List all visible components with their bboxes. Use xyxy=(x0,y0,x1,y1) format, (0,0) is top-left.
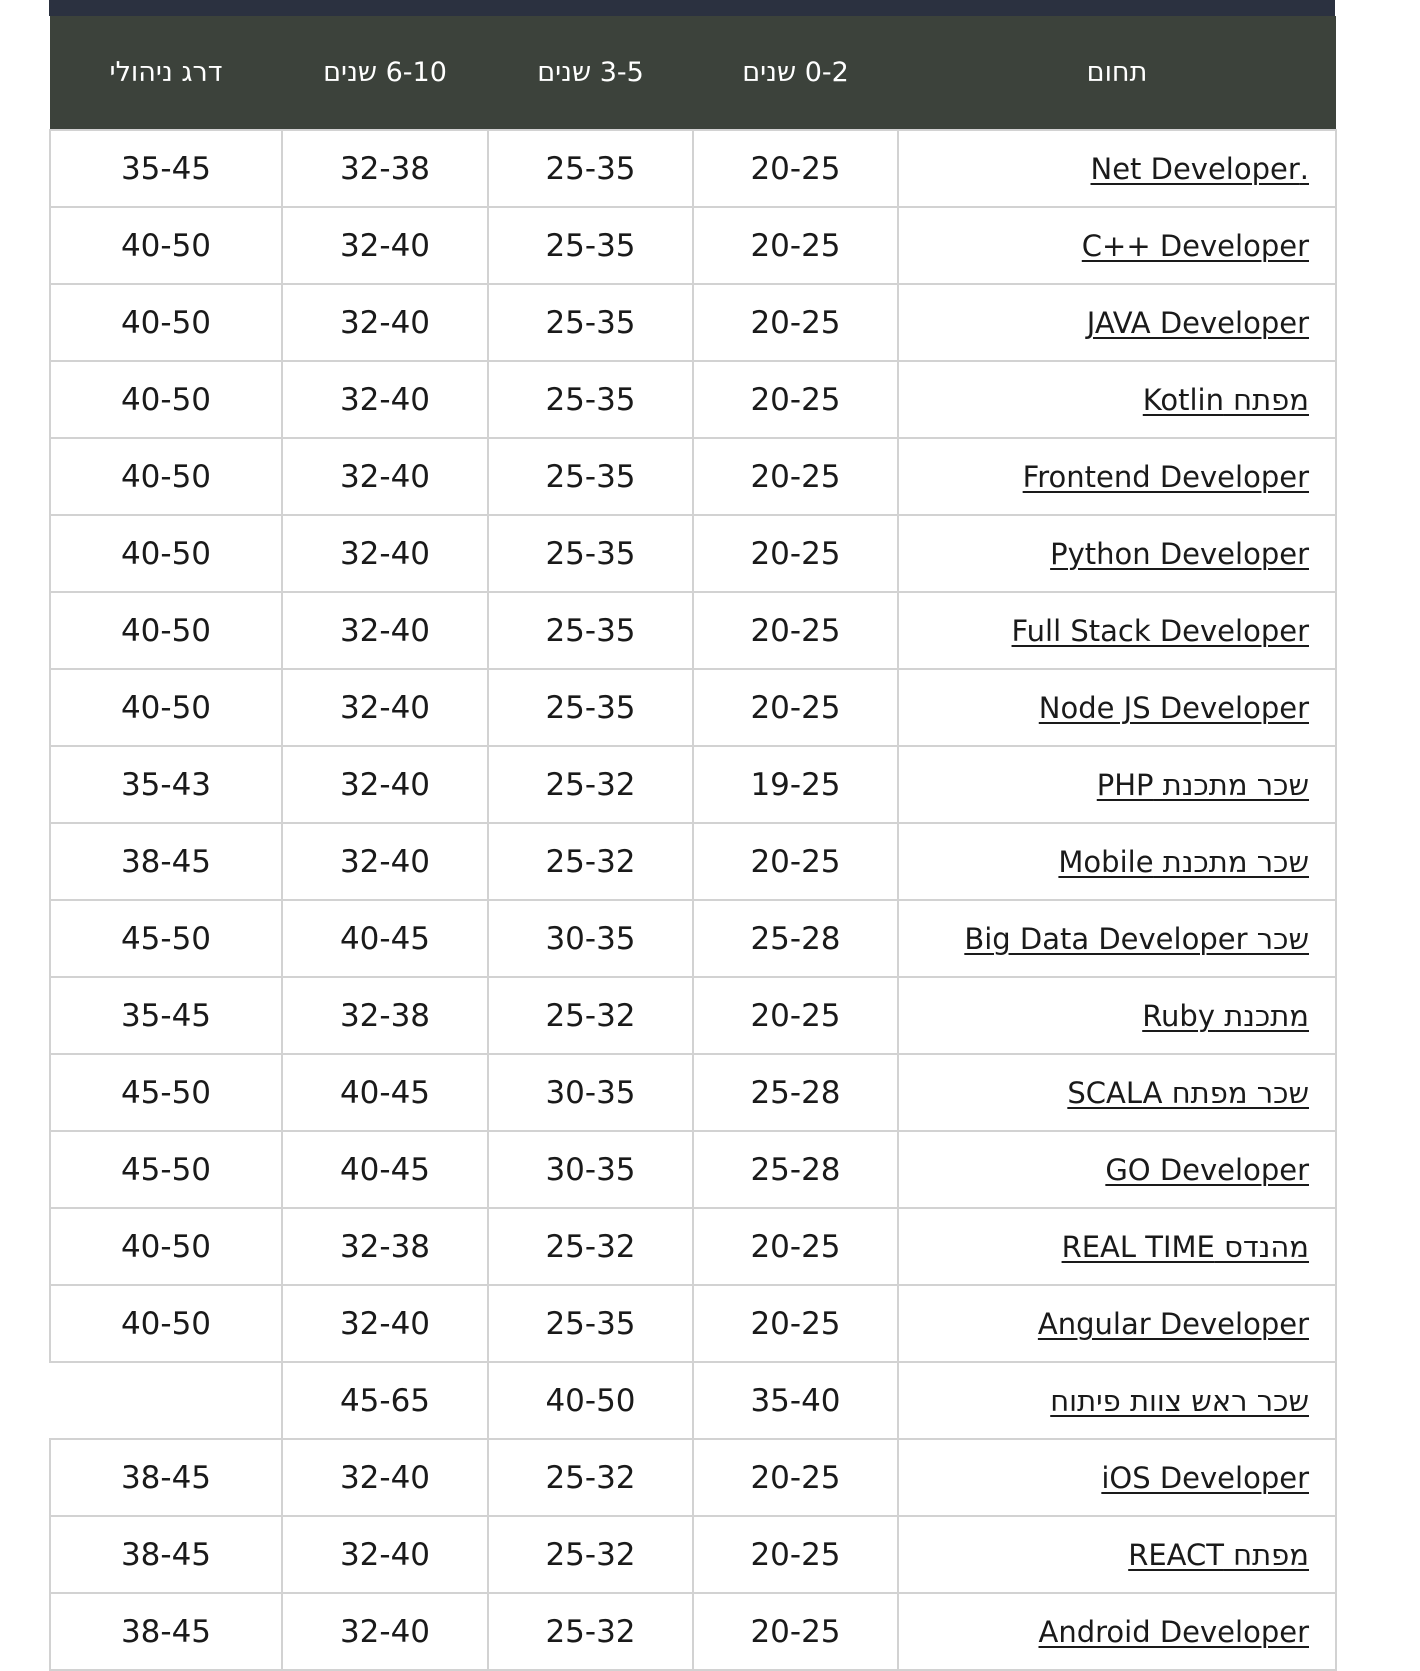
years-0-2-cell: 25-28 xyxy=(693,1054,898,1131)
years-0-2-cell: 25-28 xyxy=(693,1131,898,1208)
table-row xyxy=(50,284,1336,361)
management-cell: 40-50 xyxy=(50,1285,282,1362)
years-3-5-cell: 30-35 xyxy=(488,1131,693,1208)
years-3-5-cell: 25-35 xyxy=(488,361,693,438)
management-cell: 35-43 xyxy=(50,746,282,823)
field-link[interactable]: שכר מפתח SCALA xyxy=(1067,1075,1309,1110)
years-0-2-cell: 20-25 xyxy=(693,130,898,207)
years-0-2-cell: 20-25 xyxy=(693,207,898,284)
years-3-5-cell: 25-32 xyxy=(488,1439,693,1516)
field-cell xyxy=(898,746,1336,823)
years-0-2-cell: 20-25 xyxy=(693,515,898,592)
management-cell: 40-50 xyxy=(50,284,282,361)
field-link[interactable]: JAVA Developer xyxy=(1086,305,1309,340)
field-cell xyxy=(898,1131,1336,1208)
years-0-2-cell: 20-25 xyxy=(693,1516,898,1593)
years-6-10-cell: 32-40 xyxy=(282,1285,488,1362)
years-6-10-cell: 32-38 xyxy=(282,1208,488,1285)
years-6-10-cell: 32-40 xyxy=(282,1593,488,1670)
years-3-5-cell: 25-32 xyxy=(488,746,693,823)
years-0-2-cell: 20-25 xyxy=(693,669,898,746)
years-6-10-cell: 32-40 xyxy=(282,284,488,361)
field-link[interactable]: C++ Developer xyxy=(1081,228,1309,263)
years-0-2-cell: 20-25 xyxy=(693,977,898,1054)
header-years-6-10: 6-10 שנים xyxy=(282,16,488,130)
table-row xyxy=(50,1131,1336,1208)
field-cell xyxy=(898,900,1336,977)
table-row xyxy=(50,515,1336,592)
years-6-10-cell: 32-40 xyxy=(282,669,488,746)
table-row xyxy=(50,977,1336,1054)
table-row xyxy=(50,1593,1336,1670)
years-0-2-cell: 20-25 xyxy=(693,438,898,515)
years-3-5-cell: 25-35 xyxy=(488,592,693,669)
field-link[interactable]: שכר Big Data Developer xyxy=(964,921,1309,956)
years-6-10-cell: 32-38 xyxy=(282,130,488,207)
management-cell: 35-45 xyxy=(50,977,282,1054)
field-link[interactable]: Python Developer xyxy=(1050,536,1309,571)
field-link[interactable]: מפתח REACT xyxy=(1128,1537,1309,1572)
field-link[interactable]: iOS Developer xyxy=(1101,1460,1309,1495)
management-cell: 40-50 xyxy=(50,361,282,438)
field-cell xyxy=(898,1208,1336,1285)
field-link[interactable]: GO Developer xyxy=(1105,1152,1309,1187)
management-cell: 45-50 xyxy=(50,900,282,977)
years-6-10-cell: 40-45 xyxy=(282,1131,488,1208)
years-3-5-cell: 25-32 xyxy=(488,1516,693,1593)
field-cell xyxy=(898,130,1336,207)
management-cell: 38-45 xyxy=(50,823,282,900)
table-row xyxy=(50,669,1336,746)
management-cell: 40-50 xyxy=(50,515,282,592)
header-management: דרג ניהולי xyxy=(50,16,282,130)
years-3-5-cell: 25-32 xyxy=(488,977,693,1054)
management-cell: 38-45 xyxy=(50,1439,282,1516)
years-3-5-cell: 25-32 xyxy=(488,823,693,900)
field-link[interactable]: Frontend Developer xyxy=(1022,459,1309,494)
years-0-2-cell: 20-25 xyxy=(693,284,898,361)
table-row xyxy=(50,900,1336,977)
field-cell xyxy=(898,823,1336,900)
management-cell: 38-45 xyxy=(50,1593,282,1670)
years-3-5-cell: 40-50 xyxy=(488,1362,693,1439)
years-3-5-cell: 25-35 xyxy=(488,669,693,746)
table-row xyxy=(50,361,1336,438)
years-0-2-cell: 20-25 xyxy=(693,1285,898,1362)
field-link[interactable]: שכר מתכנת PHP xyxy=(1096,767,1309,802)
management-cell: 35-45 xyxy=(50,130,282,207)
table-row xyxy=(50,592,1336,669)
field-cell xyxy=(898,1362,1336,1439)
field-link[interactable]: שכר מתכנת Mobile xyxy=(1058,844,1309,879)
years-3-5-cell: 25-35 xyxy=(488,1285,693,1362)
years-0-2-cell: 19-25 xyxy=(693,746,898,823)
years-6-10-cell: 32-40 xyxy=(282,515,488,592)
field-cell xyxy=(898,1439,1336,1516)
field-cell xyxy=(898,207,1336,284)
management-cell: 40-50 xyxy=(50,1208,282,1285)
field-link[interactable]: Angular Developer xyxy=(1037,1306,1309,1341)
table-row xyxy=(50,1208,1336,1285)
table-row xyxy=(50,1516,1336,1593)
field-cell xyxy=(898,284,1336,361)
years-6-10-cell: 45-65 xyxy=(282,1362,488,1439)
years-3-5-cell: 25-32 xyxy=(488,1593,693,1670)
field-link[interactable]: Android Developer xyxy=(1038,1614,1309,1649)
table-row xyxy=(50,1439,1336,1516)
years-0-2-cell: 20-25 xyxy=(693,823,898,900)
years-6-10-cell: 32-40 xyxy=(282,592,488,669)
management-cell xyxy=(50,1362,282,1439)
field-cell xyxy=(898,1593,1336,1670)
years-6-10-cell: 32-40 xyxy=(282,823,488,900)
years-0-2-cell: 20-25 xyxy=(693,1208,898,1285)
table-header xyxy=(50,16,1336,130)
years-6-10-cell: 32-40 xyxy=(282,207,488,284)
years-3-5-cell: 30-35 xyxy=(488,1054,693,1131)
management-cell: 40-50 xyxy=(50,592,282,669)
years-0-2-cell: 20-25 xyxy=(693,1439,898,1516)
years-6-10-cell: 32-40 xyxy=(282,1516,488,1593)
management-cell: 40-50 xyxy=(50,669,282,746)
years-6-10-cell: 32-40 xyxy=(282,1439,488,1516)
years-6-10-cell: 32-40 xyxy=(282,438,488,515)
field-link[interactable]: שכר ראש צוות פיתוח xyxy=(1050,1383,1309,1418)
field-cell xyxy=(898,1516,1336,1593)
years-6-10-cell: 40-45 xyxy=(282,900,488,977)
field-link[interactable]: .Net Developer xyxy=(1090,151,1309,186)
field-cell xyxy=(898,977,1336,1054)
management-cell: 45-50 xyxy=(50,1054,282,1131)
management-cell: 40-50 xyxy=(50,207,282,284)
header-years-0-2: 0-2 שנים xyxy=(693,16,898,130)
years-3-5-cell: 25-35 xyxy=(488,284,693,361)
header-years-3-5: 3-5 שנים xyxy=(488,16,693,130)
years-0-2-cell: 25-28 xyxy=(693,900,898,977)
field-cell xyxy=(898,1054,1336,1131)
years-3-5-cell: 25-32 xyxy=(488,1208,693,1285)
years-3-5-cell: 25-35 xyxy=(488,130,693,207)
field-cell xyxy=(898,438,1336,515)
management-cell: 45-50 xyxy=(50,1131,282,1208)
field-link[interactable]: מתכנת Ruby xyxy=(1142,998,1309,1033)
table-row xyxy=(50,1362,1336,1439)
table-row xyxy=(50,438,1336,515)
table-row xyxy=(50,130,1336,207)
years-3-5-cell: 25-35 xyxy=(488,438,693,515)
years-3-5-cell: 25-35 xyxy=(488,515,693,592)
management-cell: 40-50 xyxy=(50,438,282,515)
table-row xyxy=(50,823,1336,900)
management-cell: 38-45 xyxy=(50,1516,282,1593)
header-field: תחום xyxy=(898,16,1336,130)
field-cell xyxy=(898,515,1336,592)
field-cell xyxy=(898,669,1336,746)
field-link[interactable]: Node JS Developer xyxy=(1038,690,1309,725)
years-0-2-cell: 35-40 xyxy=(693,1362,898,1439)
years-3-5-cell: 30-35 xyxy=(488,900,693,977)
table-row xyxy=(50,746,1336,823)
years-0-2-cell: 20-25 xyxy=(693,1593,898,1670)
top-bar xyxy=(49,0,1335,16)
years-6-10-cell: 32-38 xyxy=(282,977,488,1054)
years-0-2-cell: 20-25 xyxy=(693,592,898,669)
table-body xyxy=(50,130,1336,1670)
field-cell xyxy=(898,592,1336,669)
field-link[interactable]: Full Stack Developer xyxy=(1011,613,1309,648)
salary-table xyxy=(49,16,1337,1671)
header-row xyxy=(50,16,1336,130)
field-cell xyxy=(898,361,1336,438)
field-link[interactable]: מפתח Kotlin xyxy=(1142,382,1309,417)
years-6-10-cell: 40-45 xyxy=(282,1054,488,1131)
table-row xyxy=(50,1285,1336,1362)
table-row xyxy=(50,207,1336,284)
years-3-5-cell: 25-35 xyxy=(488,207,693,284)
table-row xyxy=(50,1054,1336,1131)
years-0-2-cell: 20-25 xyxy=(693,361,898,438)
field-link[interactable]: מהנדס REAL TIME xyxy=(1061,1229,1309,1264)
years-6-10-cell: 32-40 xyxy=(282,746,488,823)
field-cell xyxy=(898,1285,1336,1362)
years-6-10-cell: 32-40 xyxy=(282,361,488,438)
